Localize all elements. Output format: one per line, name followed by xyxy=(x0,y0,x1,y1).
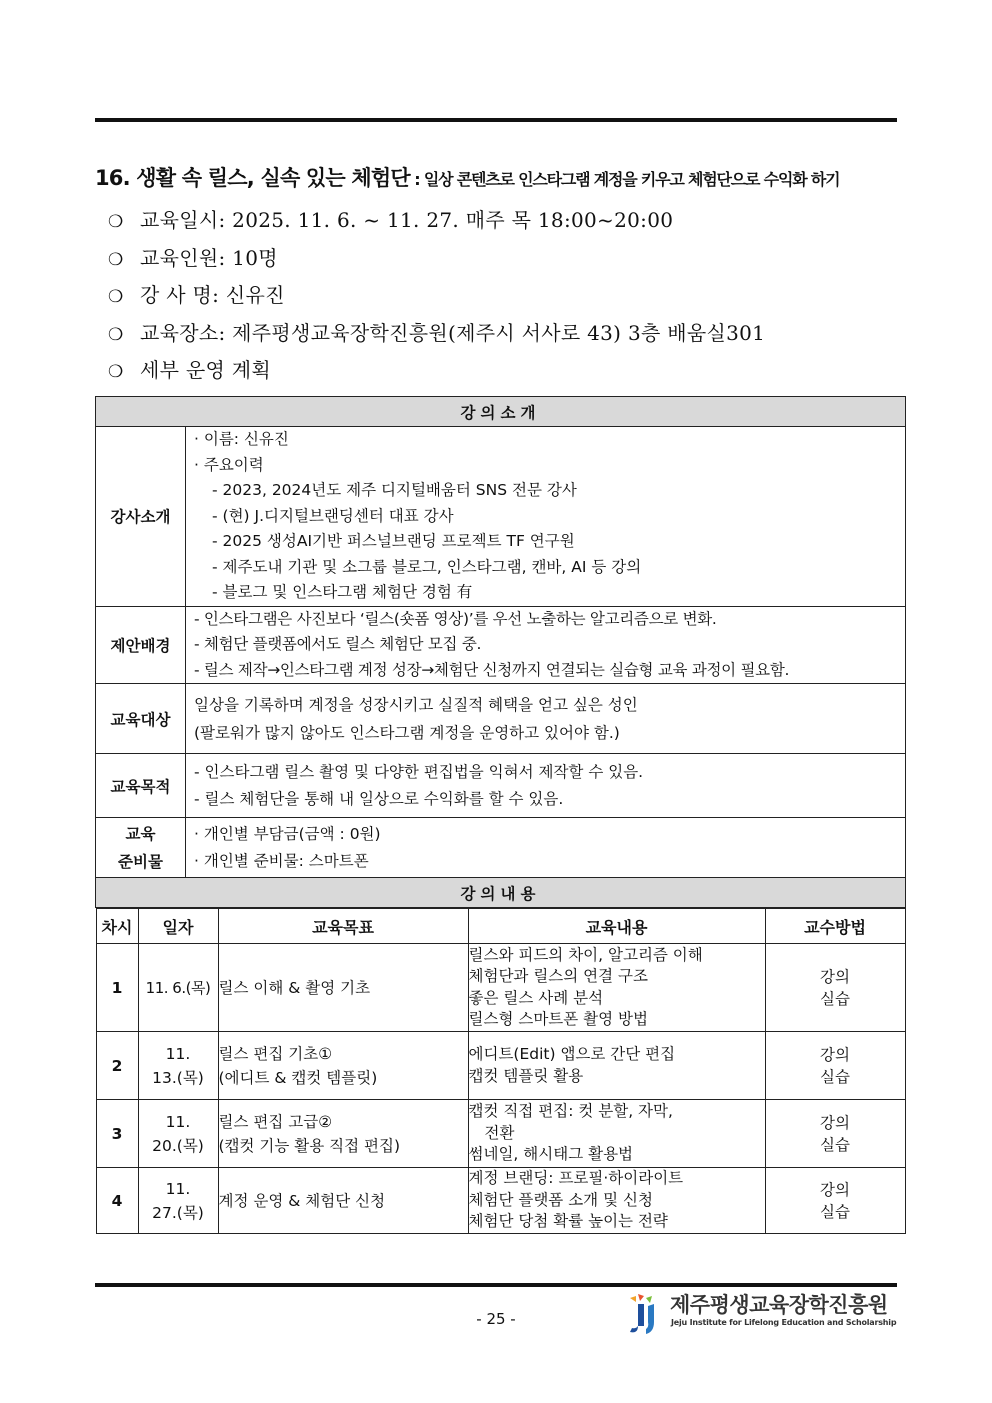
session-content xyxy=(468,944,765,1032)
content-line: 썸네일, 해시태그 활용법 xyxy=(468,1145,634,1164)
background-label: 제안배경 xyxy=(96,606,186,684)
col-date: 일자 xyxy=(138,909,218,944)
content-line: 체험단과 릴스의 연결 구조 xyxy=(468,967,648,985)
session-goal xyxy=(218,944,468,1032)
session-goal xyxy=(218,1032,468,1100)
bottom-rule xyxy=(95,1283,897,1287)
col-content: 교육내용 xyxy=(468,909,765,944)
circle-bullet-icon: ❍ xyxy=(108,287,124,307)
section-title-main: 16. 생활 속 릴스, 실속 있는 체험단 xyxy=(95,166,410,190)
detail-line: 일상을 기록하며 계정을 성장시키고 실질적 혜택을 얻고 싶은 성인 xyxy=(194,695,638,714)
date-line: 20.(목) xyxy=(152,1136,204,1155)
schedule-info: 교육일시: 2025. 11. 6. ~ 11. 27. 매주 목 18:00~20:00 xyxy=(140,208,674,232)
detail-line: - 제주도내 기관 및 소그룹 블로그, 인스타그램, 캔바, AI 등 강의 xyxy=(212,557,642,576)
date-line: 11. 6.(목) xyxy=(145,978,211,997)
session-number: 1 xyxy=(96,944,138,1032)
date-line: 13.(목) xyxy=(152,1068,204,1087)
instructor-label: 강사소개 xyxy=(96,427,186,607)
date-line: 11. xyxy=(165,1112,191,1131)
objective-label: 교육목적 xyxy=(96,754,186,818)
detail-line: (팔로워가 많지 않아도 인스타그램 계정을 운영하고 있어야 함.) xyxy=(194,723,620,742)
circle-bullet-icon: ❍ xyxy=(108,212,124,232)
method-line: 강의 xyxy=(820,1113,850,1132)
session-goal xyxy=(218,1168,468,1234)
session-content xyxy=(468,1100,765,1168)
content-line: 계정 브랜딩: 프로필·하이라이트 xyxy=(468,1169,684,1188)
session-number: 3 xyxy=(96,1100,138,1168)
session-date xyxy=(138,1100,218,1168)
org-logo xyxy=(624,1292,896,1336)
list-item xyxy=(108,315,765,353)
materials-details xyxy=(186,818,906,878)
capacity-info: 교육인원: 10명 xyxy=(140,245,278,270)
goal-line: 릴스 편집 기초① xyxy=(218,1044,333,1063)
content-line: 체험단 플랫폼 소개 및 신청 xyxy=(468,1190,653,1209)
method-line: 실습 xyxy=(820,1067,850,1086)
session-number: 2 xyxy=(96,1032,138,1100)
circle-bullet-icon: ❍ xyxy=(108,249,124,270)
detail-line: - 인스타그램은 사진보다 ‘릴스(숏폼 영상)’를 우선 노출하는 알고리즘으로 변화. xyxy=(194,609,717,628)
overview-list xyxy=(108,202,765,390)
instructor-details xyxy=(186,427,906,607)
detail-line: · 개인별 부담금(금액 : 0원) xyxy=(194,824,381,843)
goal-line: 릴스 이해 & 촬영 기초 xyxy=(218,978,371,997)
label-line: 준비물 xyxy=(118,852,163,871)
detail-line: · 이름: 신유진 xyxy=(194,430,289,448)
goal-line: (에디트 & 캡컷 템플릿) xyxy=(218,1068,378,1087)
goal-line: 계정 운영 & 체험단 신청 xyxy=(218,1191,386,1210)
detail-line: - 릴스 체험단을 통해 내 일상으로 수익화를 할 수 있음. xyxy=(194,789,564,808)
session-date xyxy=(138,1168,218,1234)
content-line: 전환 xyxy=(484,1123,515,1142)
session-date xyxy=(138,944,218,1032)
session-method xyxy=(765,1168,905,1234)
detail-line: · 개인별 준비물: 스마트폰 xyxy=(194,851,369,870)
detail-line: - 인스타그램 릴스 촬영 및 다양한 편집법을 익혀서 제작할 수 있음. xyxy=(194,762,644,781)
circle-bullet-icon: ❍ xyxy=(108,362,124,382)
method-line: 실습 xyxy=(820,989,850,1008)
session-date xyxy=(138,1032,218,1100)
table-row xyxy=(96,944,905,1032)
method-line: 실습 xyxy=(820,1135,850,1154)
session-content xyxy=(468,1032,765,1100)
date-line: 11. xyxy=(165,1044,191,1063)
materials-label xyxy=(96,818,186,878)
org-emblem-icon xyxy=(624,1292,664,1336)
list-item xyxy=(108,240,765,278)
session-goal xyxy=(218,1100,468,1168)
location-info: 교육장소: 제주평생교육장학진흥원(제주시 서사로 43) 3층 배움실301 xyxy=(140,320,766,345)
detail-line: - 블로그 및 인스타그램 체험단 경험 有 xyxy=(212,583,473,601)
background-details xyxy=(186,606,906,684)
objective-details xyxy=(186,754,906,818)
org-name: 제주평생교육장학진흥원 xyxy=(670,1293,888,1317)
goal-line: (캡컷 기능 활용 직접 편집) xyxy=(218,1136,401,1155)
col-method: 교수방법 xyxy=(765,909,905,944)
top-rule xyxy=(95,118,897,122)
method-line: 강의 xyxy=(820,967,850,986)
content-line: 에디트(Edit) 앱으로 간단 편집 xyxy=(468,1045,676,1063)
session-method xyxy=(765,1032,905,1100)
detail-line: · 주요이력 xyxy=(194,455,264,474)
table-row xyxy=(96,1100,905,1168)
content-line: 체험단 당첨 확률 높이는 전략 xyxy=(468,1212,668,1231)
instructor-info: 강 사 명: 신유진 xyxy=(140,283,285,307)
org-name-en: Jeju Institute for Lifelong Education and Scholarship xyxy=(671,1318,897,1327)
content-line: 릴스와 피드의 차이, 알고리즘 이해 xyxy=(468,945,703,964)
detail-line: - 체험단 플랫폼에서도 릴스 체험단 모집 중. xyxy=(194,635,482,653)
session-method xyxy=(765,1100,905,1168)
circle-bullet-icon: ❍ xyxy=(108,324,124,345)
content-line: 캡컷 템플릿 활용 xyxy=(468,1066,584,1085)
detail-line: - 릴스 제작→인스타그램 계정 성장→체험단 신청까지 연결되는 실습형 교육 과정이 필요함. xyxy=(194,660,790,679)
table-row xyxy=(96,1032,905,1100)
detail-line: - 2023, 2024년도 제주 디지털배움터 SNS 전문 강사 xyxy=(212,481,577,499)
method-line: 강의 xyxy=(820,1180,850,1199)
date-line: 11. xyxy=(165,1179,191,1198)
method-line: 실습 xyxy=(820,1202,850,1221)
section-title xyxy=(95,162,839,192)
intro-header: 강의소개 xyxy=(96,397,906,427)
schedule-header: 강의내용 xyxy=(96,878,906,908)
list-item xyxy=(108,202,765,240)
col-session: 차시 xyxy=(96,909,138,944)
course-table xyxy=(95,396,906,1234)
list-item xyxy=(108,352,765,390)
date-line: 27.(목) xyxy=(152,1203,204,1222)
goal-line: 릴스 편집 고급② xyxy=(218,1112,333,1131)
col-goal: 교육목표 xyxy=(218,909,468,944)
table-row xyxy=(96,1168,905,1234)
session-number: 4 xyxy=(96,1168,138,1234)
detail-line: - 2025 생성AI기반 퍼스널브랜딩 프로젝트 TF 연구원 xyxy=(212,532,575,550)
method-line: 강의 xyxy=(820,1045,850,1064)
session-content xyxy=(468,1168,765,1234)
session-method xyxy=(765,944,905,1032)
schedule-table xyxy=(96,908,906,1234)
label-line: 교육 xyxy=(125,824,156,843)
target-label: 교육대상 xyxy=(96,684,186,754)
content-line: 좋은 릴스 사례 분석 xyxy=(468,988,604,1007)
plan-heading: 세부 운영 계획 xyxy=(140,358,272,382)
target-details xyxy=(186,684,906,754)
list-item xyxy=(108,277,765,315)
section-title-sub: : 일상 콘텐츠로 인스타그램 계정을 키우고 체험단으로 수익화 하기 xyxy=(409,170,840,189)
content-line: 캡컷 직접 편집: 컷 분할, 자막, xyxy=(468,1102,673,1121)
page-number: - 25 - xyxy=(476,1310,516,1328)
content-line: 릴스형 스마트폰 촬영 방법 xyxy=(468,1010,648,1028)
detail-line: - (현) J.디지털브랜딩센터 대표 강사 xyxy=(212,506,454,525)
